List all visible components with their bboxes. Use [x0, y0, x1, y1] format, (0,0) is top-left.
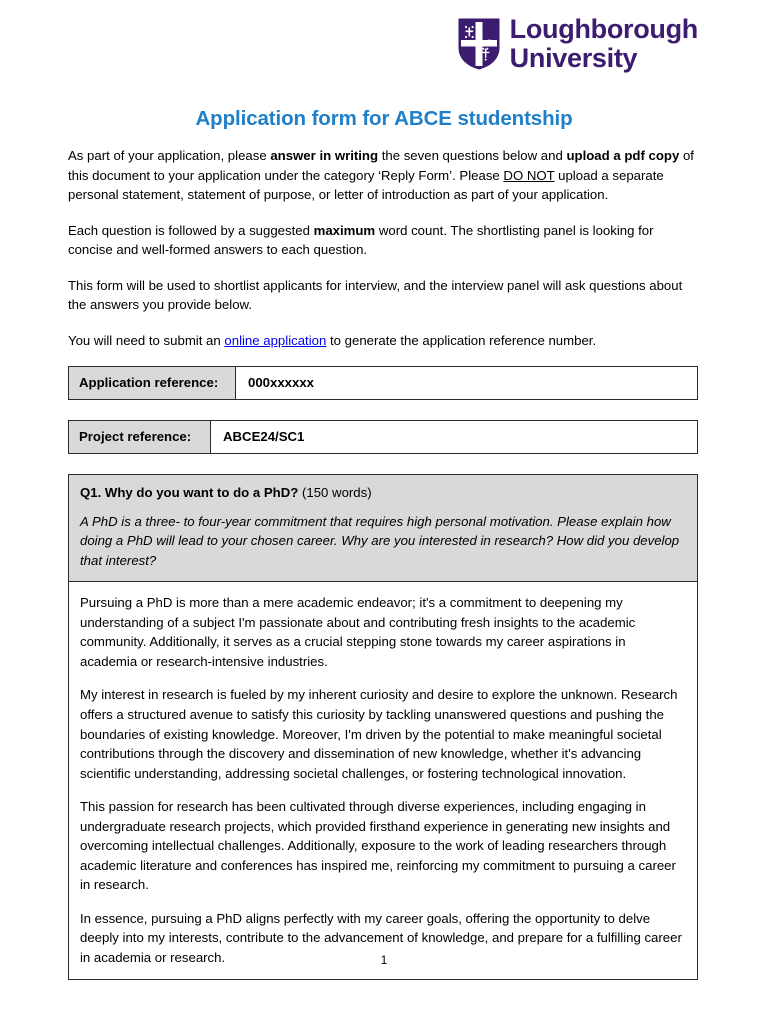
wordmark-line-1: Loughborough — [509, 14, 698, 44]
intro-p2-bold-maximum: maximum — [313, 222, 376, 238]
intro-paragraph-3: This form will be used to shortlist applicants for interview, and the interview panel will ask questions about the answers you provide below. — [68, 277, 683, 313]
answer-paragraph: In essence, pursuing a PhD aligns perfectly with my career goals, offering the opportunity to delve deeply into my interests, contribute to the advancement of knowledge, and prepare for a fulfilling career in academia or research. — [80, 910, 682, 965]
intro-p4-part-b: to generate the application reference number. — [326, 332, 597, 348]
page-number: 1 — [380, 953, 388, 967]
intro-paragraph-4 — [68, 331, 698, 351]
question-1-answer-box[interactable] — [68, 582, 698, 980]
loughborough-shield-crest-icon — [458, 18, 500, 70]
project-reference-label: Project reference: — [69, 421, 211, 453]
document-body — [68, 146, 698, 980]
application-reference-table — [68, 366, 698, 400]
application-reference-label: Application reference: — [69, 367, 236, 399]
intro-p1-part-a: As part of your application, please — [68, 148, 271, 163]
intro-p2-part-a: Each question is followed by a suggested — [68, 222, 314, 238]
online-application-link[interactable]: online application — [224, 332, 327, 348]
application-reference-value[interactable]: 000xxxxxx — [248, 375, 315, 391]
answer-paragraph: My interest in research is fueled by my inherent curiosity and desire to explore the unknown. Research offers a structured avenue to satisfy this curiosity by tackling unanswered questions and pushing the boundaries of existing knowledge. Moreover, I'm driven by the potential to make meaningful societal contributions through the discovery and dissemination of new knowledge, whether it's advancing scientific understanding, addressing societal challenges, or fostering technological innovation. — [80, 687, 678, 781]
intro-p1-part-c: the seven questions below and — [378, 148, 567, 163]
intro-p1-underline-do-not: DO NOT — [503, 167, 555, 183]
university-logo — [458, 16, 698, 72]
answer-paragraph: This passion for research has been cultivated through diverse experiences, including engaging in undergraduate research projects, which provided firsthand experience in generating new insights and overcoming intellectual challenges. Additionally, exposure to the work of leading researchers through academic literature and conferences has inspired me, reinforcing my commitment to pursuing a career in research. — [80, 799, 676, 893]
question-1-header — [68, 474, 698, 582]
wordmark-line-2: University — [509, 43, 638, 73]
question-1-prompt: A PhD is a three- to four-year commitment that requires high personal motivation. Please explain how doing a PhD will lead to your chosen career. Why are you interested in research? How did you develop that interest? — [80, 513, 680, 568]
university-wordmark — [510, 16, 698, 72]
question-1-title — [80, 484, 686, 502]
question-1-text: Q1. Why do you want to do a PhD? — [80, 485, 299, 501]
page-title: Application form for ABCE studentship — [195, 107, 573, 130]
project-reference-value[interactable]: ABCE24/SC1 — [223, 429, 305, 445]
intro-p1-bold-answer-in-writing: answer in writing — [270, 148, 379, 163]
intro-p4-part-a: You will need to submit an — [68, 332, 225, 348]
intro-p1-part-g: upload a separate personal statement, statement of purpose, or letter of introduction as part of your application. — [68, 167, 664, 203]
question-1-word-count: (150 words) — [298, 485, 372, 501]
intro-paragraph-2 — [68, 221, 698, 260]
intro-p1-bold-upload-pdf: upload a pdf copy — [566, 148, 680, 163]
project-reference-table — [68, 420, 698, 454]
intro-p2-part-c: word count. The shortlisting panel is looking for concise and well-formed answers to each question. — [68, 222, 654, 258]
answer-paragraph: Pursuing a PhD is more than a mere academic endeavor; it's a commitment to deepening my understanding of a subject I'm passionate about and contributing fresh insights to the academic community. Additionally, it serves as a crucial stepping stone towards my career aspirations in academia or research-intensive industries. — [80, 595, 636, 669]
intro-p1-part-e: of this document to your application under the category ‘Reply Form’. Please — [68, 148, 694, 183]
intro-paragraph-1 — [68, 146, 698, 205]
